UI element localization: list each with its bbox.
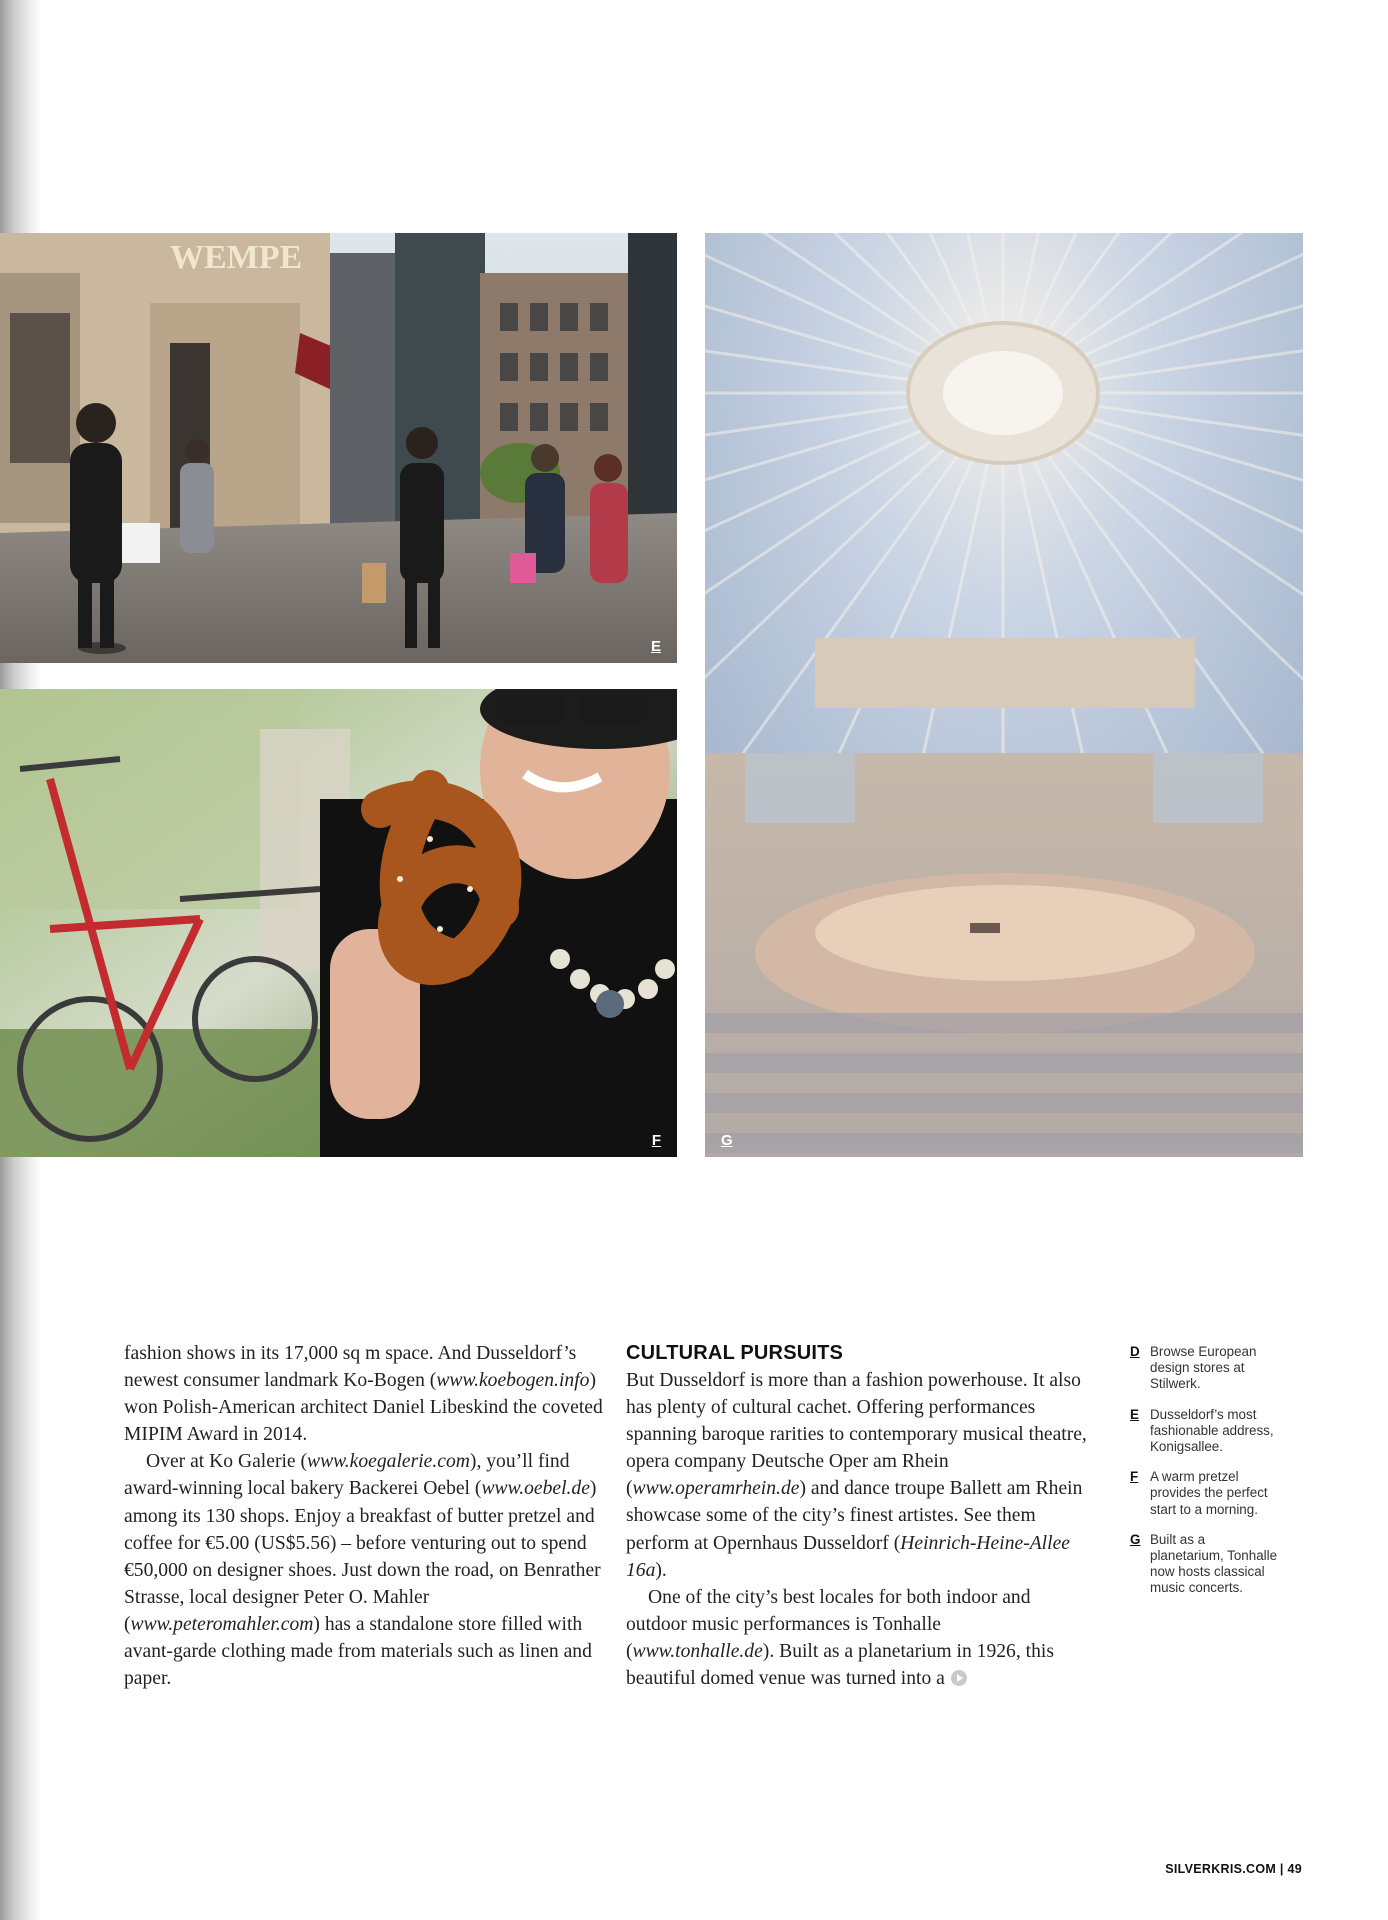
caption-letter: E	[1130, 1406, 1139, 1422]
photo-tonhalle-illustration	[705, 233, 1303, 1157]
caption-letter: F	[1130, 1469, 1139, 1485]
text-run: ) won Polish-American architect Daniel Libeskind the coveted MIPIM Award in 2014.	[124, 1370, 603, 1446]
photo-pretzel-woman	[0, 689, 677, 1157]
photo-g-label: G	[721, 1132, 733, 1149]
photo-e-label: E	[650, 638, 661, 655]
photo-tonhalle-dome	[705, 233, 1303, 1157]
text-run: ) among its 130 shops. Enjoy a breakfast of butter pretzel and coffee for €5.00 (US$5.56) – before venturing out to spend €50,000 on designer shoes. Just down the road, on Benrather Strasse, local designer Peter O. Mahler (	[124, 1478, 601, 1635]
url-koebogen: www.koebogen.info	[436, 1370, 590, 1392]
caption-d	[1130, 1344, 1280, 1393]
article-paragraph	[626, 1584, 1088, 1692]
caption-text: Built as a planetarium, Tonhalle now hosts classical music concerts.	[1150, 1531, 1278, 1596]
photo-captions	[1130, 1344, 1280, 1611]
arrow-right-circle-icon	[951, 1670, 967, 1686]
article-paragraph	[124, 1340, 608, 1448]
url-operamrhein: www.operamrhein.de	[632, 1478, 800, 1500]
text-run: One of the city’s best locales for both indoor and outdoor music performances is Tonhalle (	[626, 1586, 1031, 1662]
address-opernhaus: Heinrich-Heine-Allee 16a	[626, 1532, 1070, 1581]
text-run: ). Built as a planetarium in 1926, this beautiful domed venue was turned into a	[626, 1640, 1054, 1690]
caption-letter: G	[1130, 1531, 1141, 1547]
section-heading: CULTURAL PURSUITS	[626, 1342, 844, 1364]
text-run: fashion shows in its 17,000 sq m space. And Dusseldorf’s newest consumer landmark Ko-Bogen (	[124, 1343, 577, 1392]
text-run: But Dusseldorf is more than a fashion powerhouse. It also has plenty of cultural cachet. Offering performances spanning baroque rarities to contemporary musical theatre, opera company Deutsche Oper am Rhein (	[626, 1370, 1087, 1500]
caption-text: Dusseldorf’s most fashionable address, Konigsallee.	[1150, 1406, 1274, 1455]
photo-konigsallee-street	[0, 233, 677, 663]
page-footer	[1165, 1862, 1302, 1876]
text-run: ) has a standalone store filled with avant-garde clothing made from materials such as linen and paper.	[124, 1613, 592, 1690]
page-number: 49	[1287, 1862, 1302, 1876]
url-tonhalle: www.tonhalle.de	[632, 1640, 763, 1662]
url-oebel: www.oebel.de	[481, 1478, 590, 1500]
url-koegalerie: www.koegalerie.com	[307, 1451, 470, 1473]
article-column-1	[124, 1340, 608, 1692]
url-peteromahler: www.peteromahler.com	[130, 1613, 314, 1635]
article-column-2	[626, 1340, 1088, 1692]
text-run: ), you’ll find award-winning local bakery Backerei Oebel (	[124, 1451, 570, 1500]
caption-g	[1130, 1532, 1280, 1597]
caption-e	[1130, 1407, 1280, 1456]
caption-f	[1130, 1469, 1280, 1518]
caption-letter: D	[1130, 1344, 1140, 1359]
text-run: ) and dance troupe Ballett am Rhein showcase some of the city’s finest artistes. See them perform at Opernhaus Dusseldorf (	[626, 1478, 1083, 1554]
caption-text: A warm pretzel provides the perfect start to a morning.	[1150, 1469, 1268, 1517]
footer-separator: |	[1279, 1862, 1284, 1876]
photo-f-label: F	[651, 1132, 661, 1149]
caption-text: Browse European design stores at Stilwerk.	[1150, 1344, 1257, 1392]
article-paragraph	[626, 1367, 1088, 1584]
text-run: Over at Ko Galerie (	[146, 1451, 308, 1473]
text-run: ).	[655, 1559, 667, 1581]
article-paragraph	[124, 1448, 608, 1692]
photo-pretzel-illustration	[0, 689, 677, 1157]
footer-site: SILVERKRIS.COM	[1165, 1862, 1277, 1876]
svg-text:WEMPE: WEMPE	[170, 239, 303, 276]
photo-konigsallee-illustration	[0, 233, 677, 663]
